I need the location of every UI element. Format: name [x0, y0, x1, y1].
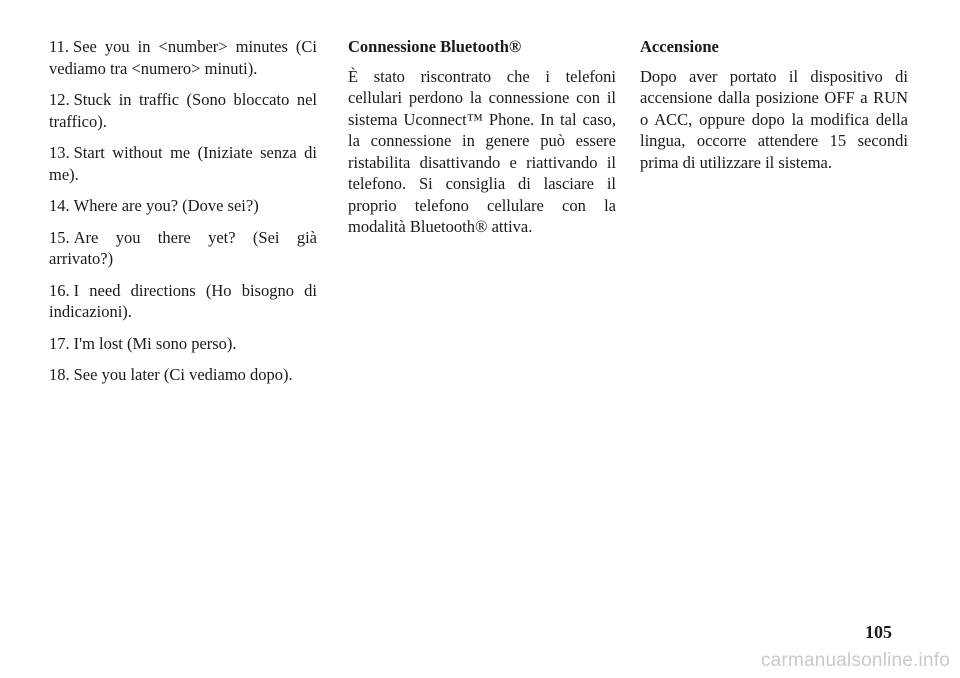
section-paragraph-bluetooth: È stato riscontrato che i telefoni cellulari perdono la connessione con il sistema Uconnect™ Phone. In tal caso, la connessione in genere può essere ristabilita disattivando e riattivando il telefono. Si consiglia di lasciare il proprio telefono cellulare con la modalità Bluetooth® attiva.	[348, 66, 616, 236]
list-item-text: Start without me (Iniziate senza di me).	[49, 143, 317, 184]
list-item-text: Stuck in traffic (Sono bloccato nel traffico).	[49, 90, 317, 131]
list-item-text: See you in <number> minutes (Ci vediamo tra <numero> minuti).	[49, 37, 317, 78]
left-column	[49, 36, 317, 396]
list-item	[49, 195, 317, 217]
section-heading-accensione: Accensione	[640, 37, 719, 56]
list-item	[49, 36, 317, 79]
list-item	[49, 333, 317, 355]
list-item-number: 17.	[49, 333, 70, 353]
page-number: 105	[865, 622, 892, 642]
list-item-number: 13.	[49, 143, 70, 162]
list-item-number: 11.	[49, 37, 70, 56]
list-item-text: I'm lost (Mi sono perso).	[73, 333, 237, 353]
list-item-text: I need directions (Ho bisogno di indicazioni).	[49, 280, 317, 321]
list-item-text: Where are you? (Dove sei?)	[73, 196, 259, 215]
list-item	[49, 364, 317, 386]
list-item	[49, 280, 317, 323]
list-item	[49, 142, 317, 185]
list-item-number: 18.	[49, 365, 70, 384]
section-heading-bluetooth: Connessione Bluetooth®	[348, 37, 522, 56]
middle-column	[348, 36, 616, 238]
watermark: carmanualsonline.info	[760, 650, 950, 671]
list-item	[49, 89, 317, 132]
list-item-number: 12.	[49, 90, 70, 109]
list-item-text: Are you there yet? (Sei già arrivato?)	[49, 227, 317, 268]
list-item-number: 14.	[49, 196, 70, 215]
section-paragraph-accensione: Dopo aver portato il dispositivo di accensione dalla posizione OFF a RUN o ACC, oppure dopo la modifica della lingua, occorre attendere 15 secondi prima di utilizzare il sistema.	[640, 66, 908, 172]
list-item	[49, 227, 317, 270]
right-column	[640, 36, 908, 173]
list-item-number: 16.	[49, 280, 70, 300]
list-item-text: See you later (Ci vediamo dopo).	[73, 365, 293, 384]
list-item-number: 15.	[49, 227, 70, 247]
